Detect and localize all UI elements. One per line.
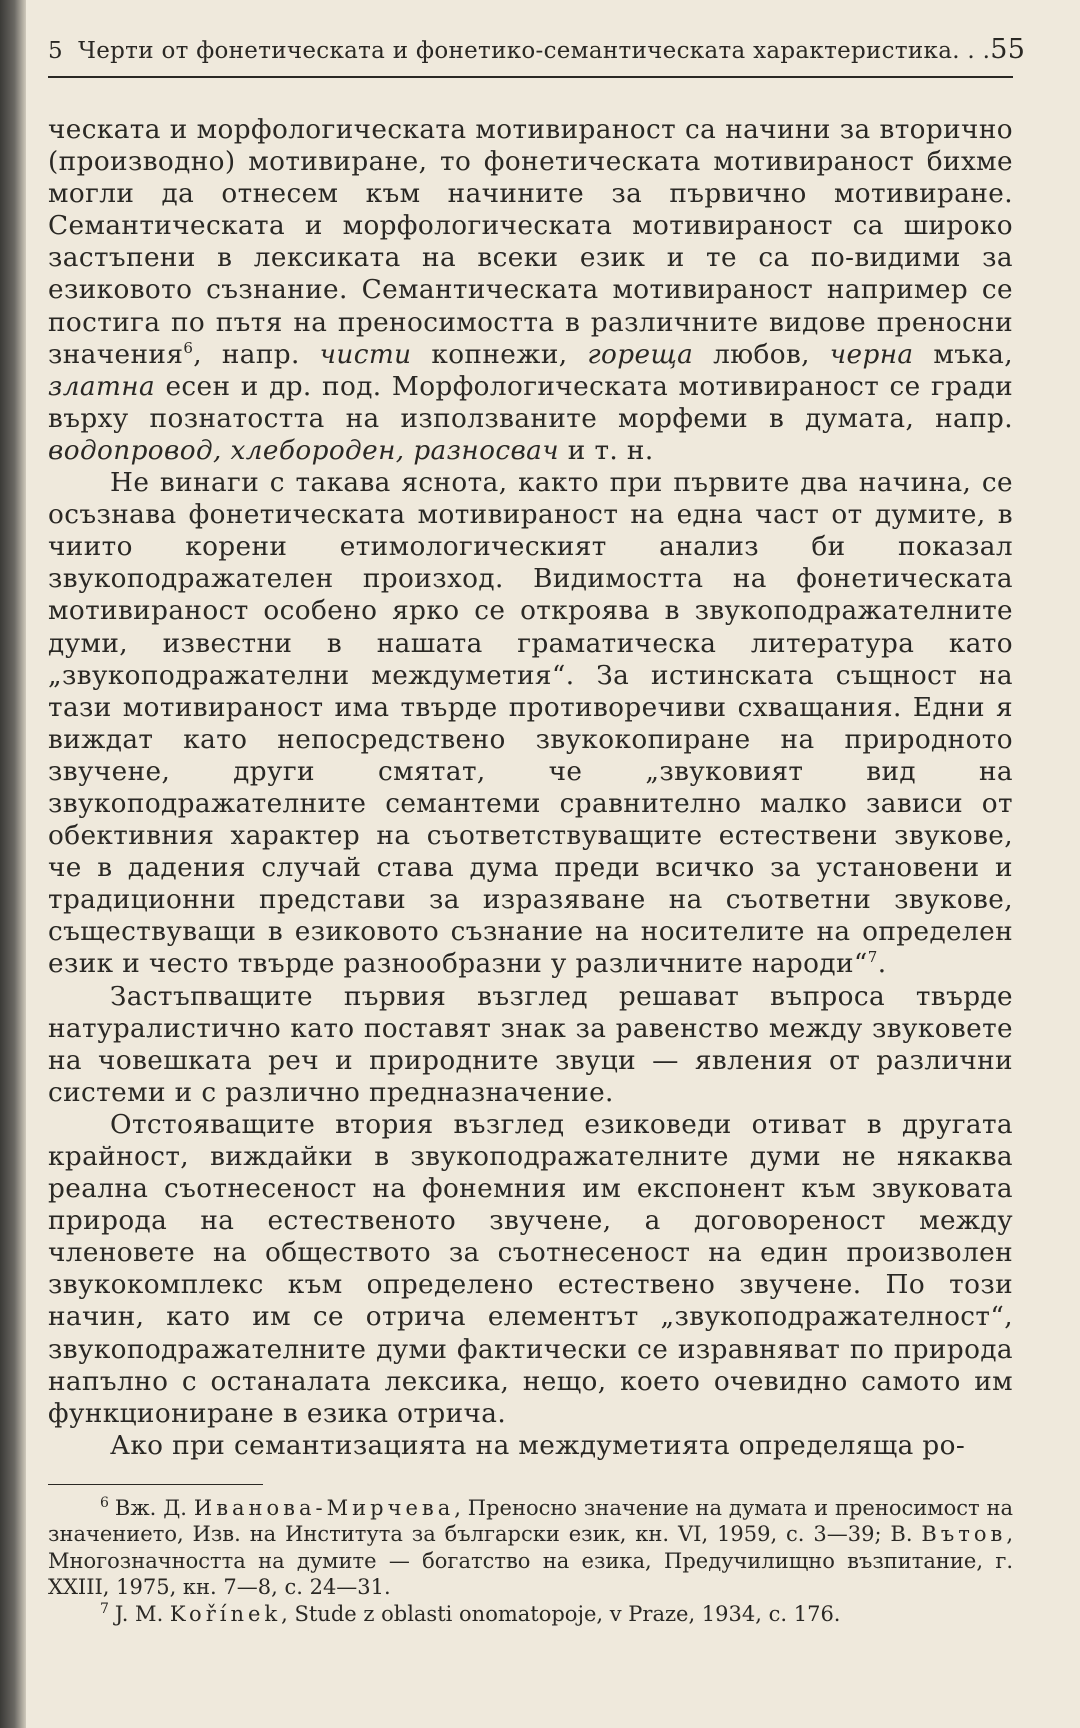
text-run: Отстояващите втория възглед езиковеди отиват в другата крайност, виждайки в звукоподражателните думи не някаква реална съотнесеност на фонемния им експонент към звуковата природа на естественото звучене, а договореност между членовете на обществото за съотнесеност на един произволен звукокомплекс към определено естествено звучене. По този начин, като им се отрича елементът „звукоподражателност“, звукоподражателните думи фактически се изравняват по природа напълно с останалата лексика, нещо, което очевидно самото им функциониране в езика отрича.	[48, 1109, 1013, 1429]
text-run: Застъпващите първия възглед решават въпроса твърде натуралистично като поставят знак за равенство между звуковете на човешката реч и природните звуци — явления от различни системи и с различно предназначение.	[48, 981, 1013, 1108]
paragraph-1	[48, 114, 1013, 467]
paragraph-3	[48, 981, 1013, 1109]
text-run: , Stude z oblasti onomatopoje, v Praze, 1934, с. 176.	[281, 1601, 841, 1626]
italic-example: чисти	[319, 339, 412, 370]
footnote-reference: 6	[183, 338, 194, 357]
running-head-title-line	[48, 38, 990, 64]
text-run: , напр.	[193, 339, 320, 370]
text-run: мъка,	[913, 339, 1013, 370]
italic-example: водопровод, хлебороден, разносвач	[48, 435, 559, 466]
text-run: , Многозначността на думите — богатство на езика, Предучилищно възпитание, г. XXIII, 1975, кн. 7—8, с. 24—31.	[48, 1522, 1013, 1600]
book-spine-shadow	[0, 0, 26, 1728]
text-run: и т. н.	[559, 435, 654, 466]
author-name: Вътов	[921, 1522, 1007, 1547]
text-run: Вж. Д.	[114, 1495, 194, 1520]
footnote-mark: 6	[100, 1494, 109, 1511]
text-run: Ако при семантизацията на междуметията определяща ро-	[110, 1430, 966, 1461]
italic-example: черна	[829, 339, 914, 370]
footnote-reference: 7	[867, 948, 878, 967]
page-number: 55	[990, 34, 1026, 65]
text-run: есен и др. под. Морфологическата мотивираност се гради върху познатостта на използваните морфеми в думата, напр.	[48, 371, 1013, 434]
text-run: Не винаги с такава яснота, както при първите два начина, се осъзнава фонетическата мотивираност на една част от думите, в чиито корени етимологическият анализ би показал звукоподражателен произход. Видимостта на фонетическата мотивираност особено ярко се откроява в звукоподражателните думи, известни в нашата граматическа литература като „звукоподражателни междуметия“. За истинската същност на тази мотивираност има твърде противоречиви схващания. Едни я виждат като непосредствено звукокопиране на природното звучене, други смятат, че „звуковият вид на звукоподражателните семантеми сравнително малко зависи от обективния характер на съответствуващите естествени звукове, че в дадения случай става дума преди всичко за установени и традиционни представи за изразяване на съответни звукове, съществуващи в езиковото съзнание на носителите на определен език и често твърде разнообразни у различните народи“	[48, 468, 1013, 980]
chapter-title: Черти от фонетическата и фонетико-семантическата характеристика. . .	[78, 38, 991, 64]
author-name: Иванова-Мирчева	[193, 1495, 455, 1520]
text-run: ческата и морфологическата мотивираност са начини за вторично (производно) мотивиране, то фонетическата мотивираност бихме могли да отнесем към начините за първично мотивиране. Семантическата и морфологическата мотивираност са широко застъпени в лексиката на всеки език и те са по-видими за езиковото съзнание. Семантическата мотивираност например се постига по пътя на преносимостта в различните видове преносни значения	[48, 115, 1013, 370]
author-name: Kořínek	[169, 1601, 282, 1626]
footnotes	[48, 1484, 1013, 1628]
text-run: J. M.	[114, 1601, 170, 1626]
paragraph-5	[48, 1430, 1013, 1462]
book-page	[48, 34, 1026, 1704]
italic-example: златна	[48, 371, 156, 402]
text-run: копнежи,	[411, 339, 588, 370]
chapter-number: 5	[48, 38, 63, 64]
footnote-6	[48, 1495, 1013, 1601]
paragraph-4	[48, 1109, 1013, 1430]
footnote-7	[48, 1601, 1013, 1628]
footnote-mark: 7	[100, 1600, 109, 1617]
text-run: .	[877, 949, 887, 980]
italic-example: гореща	[587, 339, 694, 370]
body-text	[48, 114, 1013, 1462]
paragraph-2	[48, 467, 1013, 981]
running-head	[48, 34, 1026, 78]
text-run: любов,	[693, 339, 830, 370]
text-run: , Преносно значение на думата и преносимост на значението, Изв. на Института за български език, кн. VI, 1959, с. 3—39; В.	[48, 1495, 1014, 1547]
footnote-rule	[48, 1484, 263, 1485]
